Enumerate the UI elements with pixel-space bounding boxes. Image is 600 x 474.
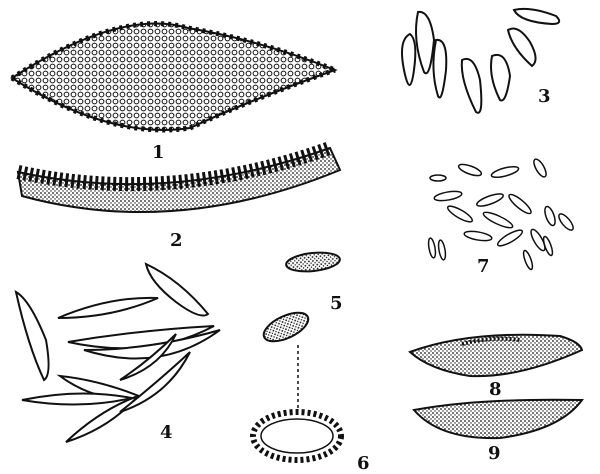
figure-3-label: 3 bbox=[538, 86, 551, 107]
figure-7-label: 7 bbox=[477, 256, 490, 277]
figure-1-label: 1 bbox=[152, 142, 165, 163]
figure-1-egg-mass bbox=[12, 24, 335, 130]
figure-6-label: 6 bbox=[357, 453, 370, 474]
figure-8-egg-mass bbox=[410, 335, 582, 376]
figure-9-label: 9 bbox=[488, 443, 501, 464]
figure-4-label: 4 bbox=[160, 422, 173, 443]
figure-2-label: 2 bbox=[170, 230, 183, 251]
figure-6-egg-detail bbox=[253, 307, 341, 460]
figure-5-label: 5 bbox=[330, 293, 343, 314]
figure-2-egg-row bbox=[18, 148, 340, 212]
figure-7-egg-cluster bbox=[427, 157, 575, 270]
figure-8-label: 8 bbox=[489, 379, 502, 400]
figure-3-elongated-eggs bbox=[402, 9, 559, 113]
figure-4-spindle-eggs bbox=[16, 264, 220, 442]
figure-9-egg-mass bbox=[414, 400, 582, 438]
figure-5-single-egg bbox=[285, 250, 341, 274]
